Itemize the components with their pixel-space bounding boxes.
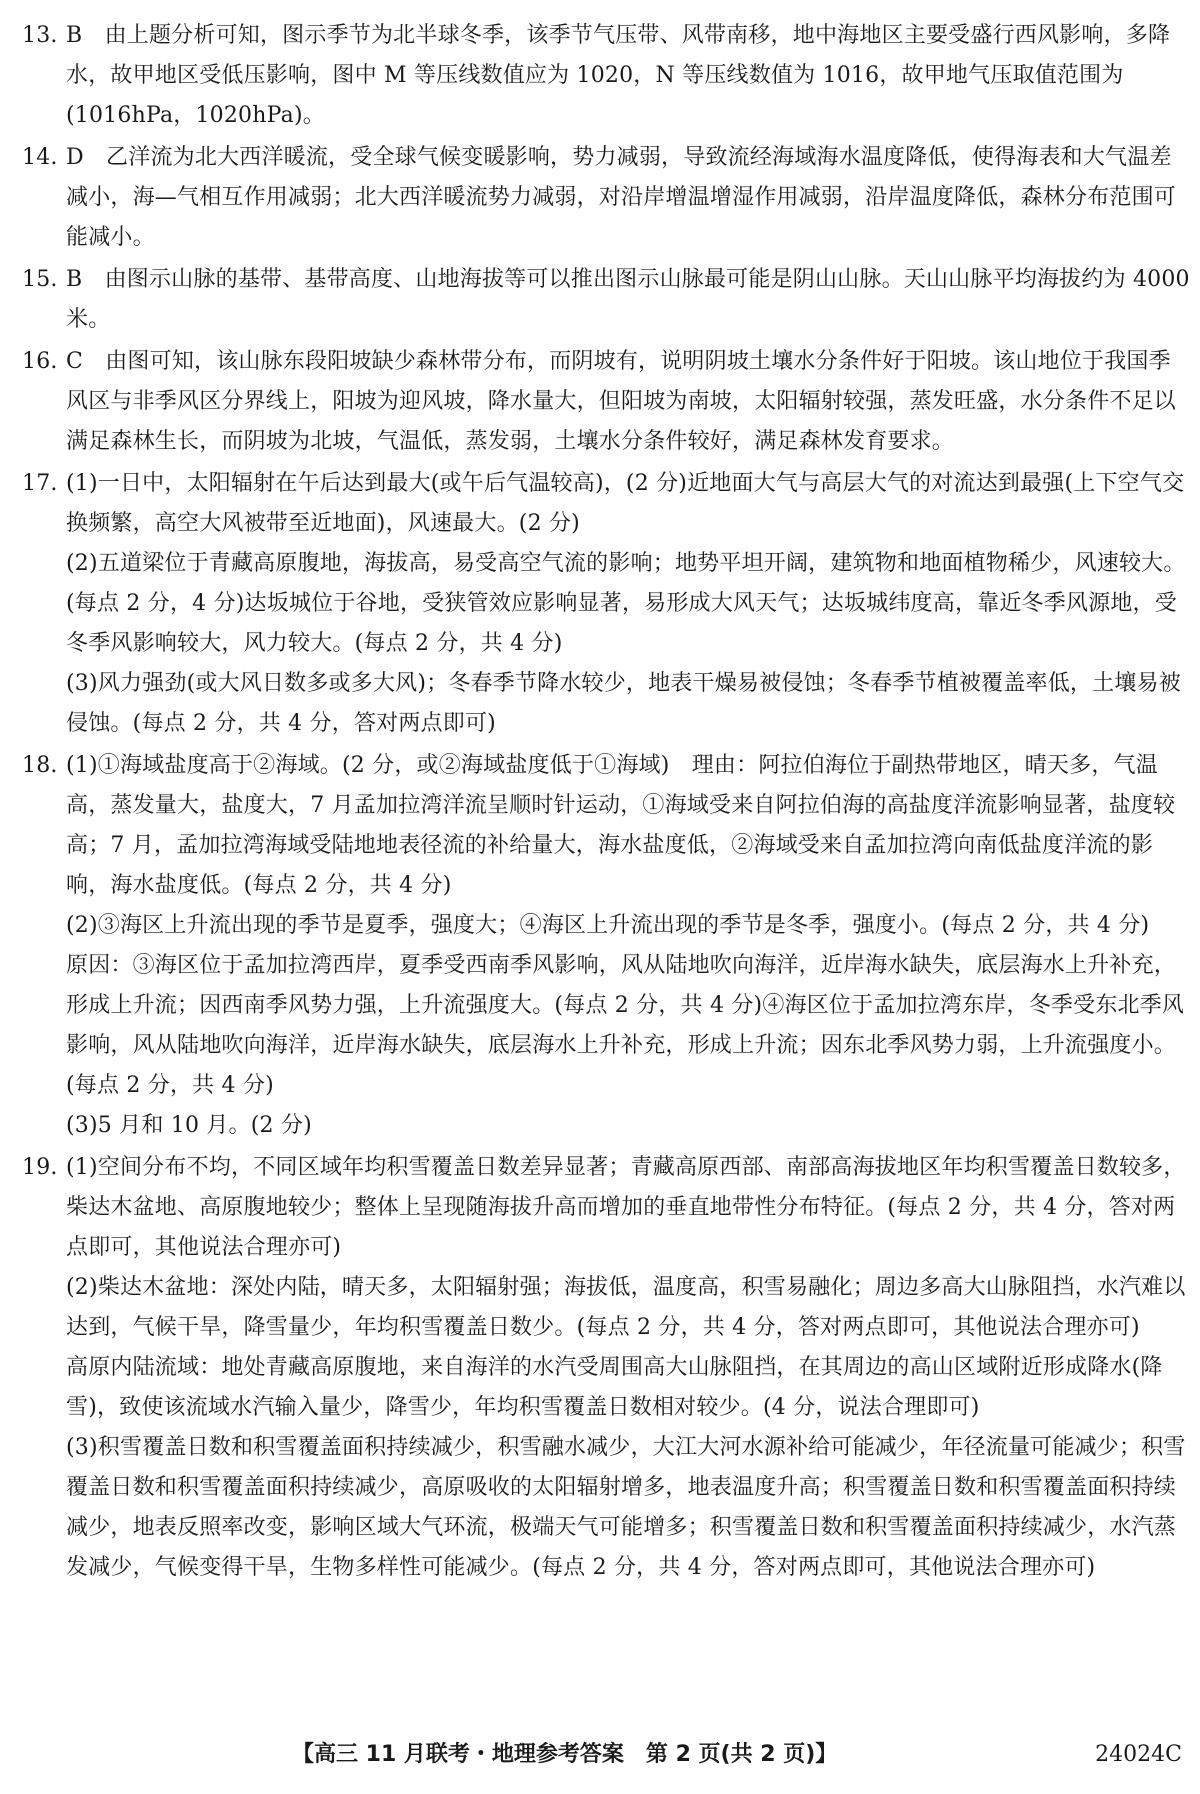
answer-item-18 — [22, 746, 1190, 1146]
answer-paragraph: (2)柴达木盆地：深处内陆，晴天多，太阳辐射强；海拔低，温度高，积雪易融化；周边多高大山脉阻挡，水汽难以达到，气候干旱，降雪量少，年均积雪覆盖日数少。(每点 2 分，共 4 分，答对两点即可，其他说法合理亦可) — [66, 1275, 1186, 1340]
question-number: 16. — [22, 349, 58, 374]
footer-title: 【高三 11 月联考・地理参考答案 第 2 页(共 2 页)】 — [292, 1742, 838, 1767]
answer-paragraph: (2)五道梁位于青藏高原腹地，海拔高，易受高空气流的影响；地势平坦开阔，建筑物和地面植物稀少，风速较大。(每点 2 分，4 分)达坂城位于谷地，受狭管效应影响显著，易形成大风天气；达坂城纬度高，靠近冬季风源地，受冬季风影响较大，风力较大。(每点 2 分，共 4 分) — [66, 551, 1186, 656]
answer-paragraph: D 乙洋流为北大西洋暖流，受全球气候变暖影响，势力减弱，导致流经海域海水温度降低，使得海表和大气温差减小，海—气相互作用减弱；北大西洋暖流势力减弱，对沿岸增温增湿作用减弱，沿岸温度降低，森林分布范围可能减小。 — [66, 145, 1177, 250]
question-number: 19. — [22, 1155, 58, 1180]
paper-code: 24024C — [1095, 1742, 1182, 1767]
answer-item-13 — [22, 16, 1190, 136]
answer-paragraph: 高原内陆流域：地处青藏高原腹地，来自海洋的水汽受周围高大山脉阻挡，在其周边的高山区域附近形成降水(降雪)，致使该流域水汽输入量少，降雪少，年均积雪覆盖日数相对较少。(4 分，说法合理即可) — [66, 1355, 1163, 1420]
answer-item-16 — [22, 342, 1190, 462]
answer-paragraph: B 由上题分析可知，图示季节为北半球冬季，该季节气压带、风带南移，地中海地区主要受盛行西风影响，多降水，故甲地区受低压影响，图中 M 等压线数值应为 1020，N 等压线数值为 1016，故甲地气压取值范围为(1016hPa，1020hPa)。 — [66, 23, 1171, 128]
question-number: 15. — [22, 267, 58, 292]
answer-item-15 — [22, 260, 1190, 340]
answer-list — [22, 16, 1190, 1590]
answer-paragraph: (1)一日中，太阳辐射在午后达到最大(或午后气温较高)，(2 分)近地面大气与高层大气的对流达到最强(上下空气交换频繁，高空大风被带至近地面)，风速最大。(2 分) — [66, 471, 1185, 536]
answer-paragraph: B 由图示山脉的基带、基带高度、山地海拔等可以推出图示山脉最可能是阴山山脉。天山山脉平均海拔约为 4000 米。 — [66, 267, 1190, 332]
answer-paragraph: C 由图可知，该山脉东段阳坡缺少森林带分布，而阴坡有，说明阴坡土壤水分条件好于阳坡。该山地位于我国季风区与非季风区分界线上，阳坡为迎风坡，降水量大，但阳坡为南坡，太阳辐射较强，蒸发旺盛，水分条件不足以满足森林生长，而阴坡为北坡，气温低，蒸发弱，土壤水分条件较好，满足森林发育要求。 — [66, 349, 1177, 454]
answer-paragraph: (2)③海区上升流出现的季节是夏季，强度大；④海区上升流出现的季节是冬季，强度小。(每点 2 分，共 4 分) 原因：③海区位于孟加拉湾西岸，夏季受西南季风影响，风从陆地吹向海洋，近岸海水缺失，底层海水上升补充，形成上升流；因西南季风势力强，上升流强度大。(每点 2 分，共 4 分)④海区位于孟加拉湾东岸，冬季受东北季风影响，风从陆地吹向海洋，近岸海水缺失，底层海水上升补充，形成上升流；因东北季风势力弱，上升流强度小。(每点 2 分，共 4 分) — [66, 913, 1185, 1098]
answer-item-17 — [22, 464, 1190, 744]
answer-paragraph: (3)积雪覆盖日数和积雪覆盖面积持续减少，积雪融水减少，大江大河水源补给可能减少，年径流量可能减少；积雪覆盖日数和积雪覆盖面积持续减少，高原吸收的太阳辐射增多，地表温度升高；积雪覆盖日数和积雪覆盖面积持续减少，地表反照率改变，影响区域大气环流，极端天气可能增多；积雪覆盖日数和积雪覆盖面积持续减少，水汽蒸发减少，气候变得干旱，生物多样性可能减少。(每点 2 分，共 4 分，答对两点即可，其他说法合理亦可) — [66, 1435, 1186, 1580]
answer-paragraph: (3)风力强劲(或大风日数多或多大风)；冬春季节降水较少，地表干燥易被侵蚀；冬春季节植被覆盖率低，土壤易被侵蚀。(每点 2 分，共 4 分，答对两点即可) — [66, 671, 1181, 736]
answer-item-14 — [22, 138, 1190, 258]
answer-paragraph: (3)5 月和 10 月。(2 分) — [66, 1113, 312, 1138]
question-number: 17. — [22, 471, 58, 496]
question-number: 14. — [22, 145, 58, 170]
answer-item-19 — [22, 1148, 1190, 1588]
answer-paragraph: (1)空间分布不均，不同区域年均积雪覆盖日数差异显著；青藏高原西部、南部高海拔地区年均积雪覆盖日数较多，柴达木盆地、高原腹地较少；整体上呈现随海拔升高而增加的垂直地带性分布特征。(每点 2 分，共 4 分，答对两点即可，其他说法合理亦可) — [66, 1155, 1186, 1260]
question-number: 13. — [22, 23, 58, 48]
question-number: 18. — [22, 753, 58, 778]
answer-paragraph: (1)①海域盐度高于②海域。(2 分，或②海域盐度低于①海域) 理由：阿拉伯海位于副热带地区，晴天多，气温高，蒸发量大，盐度大，7 月孟加拉湾洋流呈顺时针运动，①海域受来自阿拉伯海的高盐度洋流影响显著，盐度较高；7 月，孟加拉湾海域受陆地地表径流的补给量大，海水盐度低，②海域受来自孟加拉湾向南低盐度洋流的影响，海水盐度低。(每点 2 分，共 4 分) — [66, 753, 1176, 898]
